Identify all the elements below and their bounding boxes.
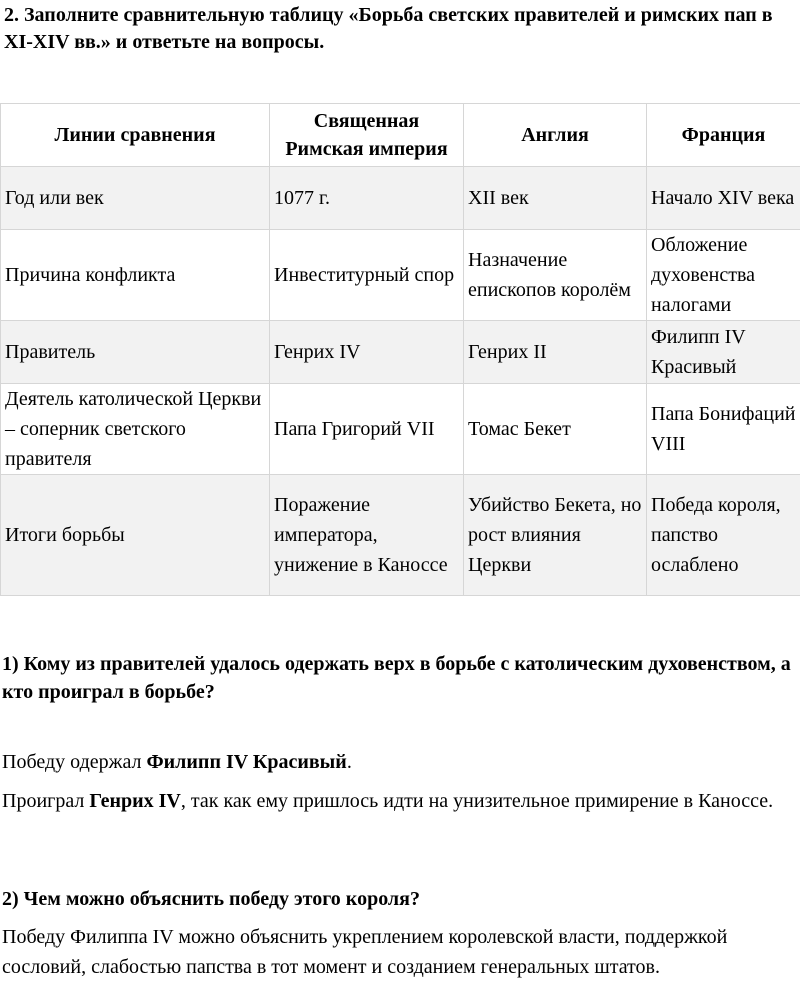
table-cell: Генрих IV <box>270 321 464 384</box>
table-cell: Филипп IV Красивый <box>647 321 800 384</box>
answer-1-loser-name: Генрих IV <box>89 790 181 812</box>
row-label: Правитель <box>1 321 270 384</box>
table-row <box>1 167 800 230</box>
header-comparison-lines: Линии сравнения <box>1 104 270 167</box>
table-cell: Поражение императора, унижение в Каноссе <box>270 475 464 596</box>
header-holy-roman-empire: Священная Римская империя <box>270 104 464 167</box>
table-row <box>1 384 800 475</box>
table-cell: Генрих II <box>464 321 647 384</box>
header-france: Франция <box>647 104 800 167</box>
answer-1-loser-prefix: Проиграл <box>2 790 90 812</box>
row-label: Деятель католической Церкви – соперник светского правителя <box>1 384 270 475</box>
answer-1-winner-name: Филипп IV Красивый <box>146 751 347 773</box>
table-cell: XII век <box>464 167 647 230</box>
table-cell: Папа Бонифаций VIII <box>647 384 800 475</box>
table-cell: Убийство Бекета, но рост влияния Церкви <box>464 475 647 596</box>
table-cell: Победа короля, папство ослаблено <box>647 475 800 596</box>
answer-1-loser <box>2 787 792 815</box>
task-title: 2. Заполните сравнительную таблицу «Борьба светских правителей и римских пап в XI-XIV вв.» и ответьте на вопросы. <box>4 4 773 53</box>
answer-1-winner-suffix: . <box>346 751 352 773</box>
row-label: Причина конфликта <box>1 230 270 321</box>
row-label: Итоги борьбы <box>1 475 270 596</box>
comparison-table <box>0 103 800 596</box>
answer-2: Победу Филиппа IV можно объяснить укреплением королевской власти, поддержкой сословий, слабостью папства в тот момент и созданием генеральных штатов. <box>2 926 728 978</box>
table-cell: Начало XIV века <box>647 167 800 230</box>
answer-1-loser-suffix: , так как ему пришлось идти на унизительное примирение в Каноссе. <box>180 790 774 812</box>
header-england: Англия <box>464 104 647 167</box>
table-cell: Назначение епископов королём <box>464 230 647 321</box>
table-cell: Томас Бекет <box>464 384 647 475</box>
table-row <box>1 230 800 321</box>
answer-1-winner <box>2 748 792 776</box>
question-2: 2) Чем можно объяснить победу этого короля? <box>2 888 420 910</box>
table-cell: 1077 г. <box>270 167 464 230</box>
row-label: Год или век <box>1 167 270 230</box>
table-header-row <box>1 104 800 167</box>
table-cell: Инвеститурный спор <box>270 230 464 321</box>
answer-1-winner-prefix: Победу одержал <box>2 751 147 773</box>
table-row <box>1 321 800 384</box>
table-cell: Обложение духовенства налогами <box>647 230 800 321</box>
table-row <box>1 475 800 596</box>
table-cell: Папа Григорий VII <box>270 384 464 475</box>
question-1: 1) Кому из правителей удалось одержать верх в борьбе с католическим духовенством, а кто проиграл в борьбе? <box>2 653 791 703</box>
